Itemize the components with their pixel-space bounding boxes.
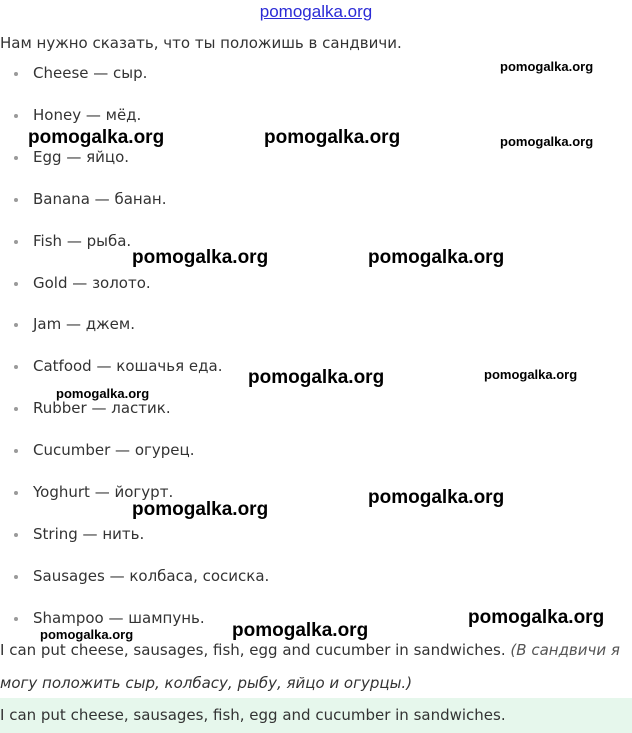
vocab-separator: — [96, 357, 112, 376]
vocab-english: Fish [33, 231, 63, 250]
vocab-separator: — [94, 189, 110, 208]
bullet-icon [14, 72, 18, 76]
vocab-text [33, 399, 171, 417]
intro-text: Нам нужно сказать, что ты положишь в сандвичи. [0, 34, 402, 52]
vocab-separator: — [93, 64, 109, 82]
vocab-separator: — [66, 147, 82, 166]
vocab-separator: — [109, 566, 125, 585]
vocab-russian: йогурт. [114, 483, 174, 501]
vocab-english: Yoghurt [33, 483, 90, 501]
answer-text: I can put cheese, sausages, fish, egg and cucumber in sandwiches. [0, 706, 506, 724]
vocab-text [33, 148, 129, 166]
vocab-separator: — [108, 608, 124, 627]
bullet-icon [14, 491, 18, 495]
vocab-english: Jam [33, 315, 62, 334]
vocab-text [33, 609, 205, 627]
bullet-icon [14, 575, 18, 579]
bullet-icon [14, 282, 18, 286]
vocab-english: Cheese [33, 64, 89, 82]
vocab-russian: яйцо. [86, 147, 130, 166]
bullet-icon [14, 449, 18, 453]
vocab-russian: рыба. [86, 231, 132, 250]
vocab-text [33, 441, 195, 459]
bullet-icon [14, 240, 18, 244]
bullet-icon [14, 323, 18, 327]
vocab-text [33, 64, 147, 82]
vocab-english: Egg [33, 147, 62, 166]
vocab-english: Cucumber [33, 441, 111, 460]
example-sentence-english: I can put cheese, sausages, fish, egg and cucumber in sandwiches. [0, 641, 506, 659]
bullet-icon [14, 198, 18, 202]
site-title[interactable]: pomogalka.org [259, 2, 373, 21]
bullet-icon [14, 156, 18, 160]
bullet-icon [14, 365, 18, 369]
vocab-russian: ластик. [111, 399, 171, 418]
vocab-russian: колбаса, сосиска. [129, 566, 270, 585]
vocab-separator: — [85, 105, 101, 124]
vocab-separator: — [94, 483, 110, 501]
watermark: pomogalka.org [28, 127, 165, 148]
vocab-russian: сыр. [113, 64, 148, 82]
vocab-text [33, 106, 141, 124]
watermark: pomogalka.org [484, 367, 578, 382]
vocab-russian: шампунь. [128, 608, 205, 627]
watermark: pomogalka.org [232, 620, 369, 641]
vocab-english: Banana [33, 189, 90, 208]
vocab-english: Catfood [33, 357, 92, 376]
vocab-russian: джем. [85, 315, 135, 334]
bullet-icon [14, 533, 18, 537]
bullet-icon [14, 617, 18, 621]
vocab-english: Honey [33, 105, 82, 124]
vocab-russian: кошачья еда. [116, 357, 223, 376]
vocab-text [33, 315, 135, 333]
watermark: pomogalka.org [132, 499, 269, 520]
vocab-separator: — [66, 231, 82, 250]
vocab-text [33, 190, 166, 208]
vocab-english: Shampoo [33, 608, 104, 627]
watermark: pomogalka.org [500, 134, 594, 149]
vocab-english: Rubber [33, 399, 87, 418]
vocab-russian: нить. [102, 524, 145, 543]
vocab-separator: — [82, 524, 98, 543]
example-sentence-translation-end: могу положить сыр, колбасу, рыбу, яйцо и огурцы.) [0, 674, 413, 692]
answer-box [0, 698, 632, 733]
watermark: pomogalka.org [40, 627, 134, 642]
vocab-russian: банан. [114, 189, 167, 208]
vocab-english: Sausages [33, 566, 105, 585]
vocab-separator: — [115, 441, 131, 460]
bullet-icon [14, 407, 18, 411]
watermark: pomogalka.org [132, 247, 269, 268]
watermark: pomogalka.org [500, 59, 594, 74]
vocab-text [33, 357, 223, 375]
watermark: pomogalka.org [248, 367, 385, 388]
vocab-english: String [33, 524, 78, 543]
vocab-russian: мёд. [105, 105, 142, 124]
bullet-icon [14, 114, 18, 118]
vocab-text [33, 274, 151, 292]
vocab-separator: — [66, 315, 82, 334]
vocab-russian: огурец. [134, 441, 195, 460]
vocab-text [33, 525, 144, 543]
watermark: pomogalka.org [368, 487, 505, 508]
vocab-separator: — [72, 273, 88, 292]
vocab-text [33, 232, 131, 250]
example-sentence [0, 641, 620, 659]
vocab-separator: — [91, 399, 107, 418]
watermark: pomogalka.org [368, 247, 505, 268]
vocab-text [33, 567, 269, 585]
watermark: pomogalka.org [56, 386, 150, 401]
watermark: pomogalka.org [264, 127, 401, 148]
watermark: pomogalka.org [468, 607, 605, 628]
vocab-russian: золото. [92, 273, 151, 292]
vocab-english: Gold [33, 273, 68, 292]
example-sentence-translation-start: (В сандвичи я [510, 641, 620, 659]
